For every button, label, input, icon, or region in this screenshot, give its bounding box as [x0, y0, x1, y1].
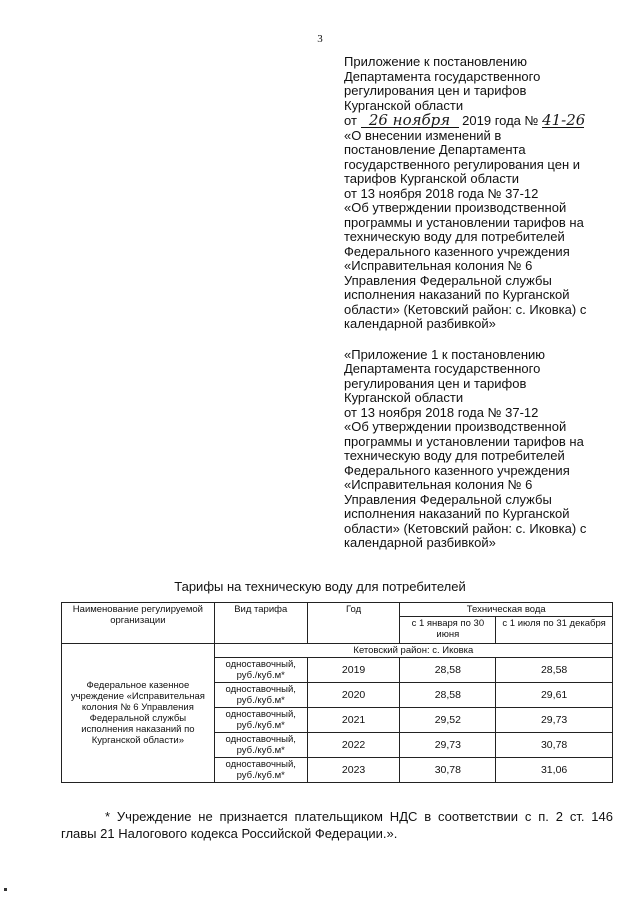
header-line: техническую воду для потребителей: [344, 448, 565, 463]
h2-value-cell: 28,58: [496, 658, 613, 683]
scan-speck: [4, 888, 7, 891]
table-title: Тарифы на техническую воду для потребителей: [174, 579, 466, 594]
tariff-type-cell: одноставочный, руб./куб.м*: [214, 658, 307, 683]
header-line: «Об утверждении производственной: [344, 200, 567, 215]
footnote: [61, 808, 613, 842]
header-line: Департамента государственного: [344, 361, 541, 376]
header-line: «Приложение 1 к постановлению: [344, 346, 546, 362]
col-header-year: Год: [307, 603, 400, 644]
header-line: регулирования цен и тарифов: [344, 375, 527, 391]
h1-value-cell: 30,78: [400, 758, 496, 783]
h1-value-cell: 28,58: [400, 658, 496, 683]
header-line: календарной разбивкой»: [344, 535, 496, 550]
header-line: Приложение к постановлению: [344, 54, 527, 69]
tariff-type-cell: одноставочный, руб./куб.м*: [214, 733, 307, 758]
h2-value-cell: 29,61: [496, 683, 613, 708]
date-prefix: от: [344, 113, 357, 128]
header-line: Департамента государственного: [344, 68, 541, 84]
org-name-cell: Федеральное казенное учреждение «Исправительная колония № 6 Управления Федеральной службы исполнения наказаний по Курганской области»: [62, 644, 215, 783]
header-line: постановление Департамента: [344, 142, 526, 157]
year-cell: 2019: [307, 658, 400, 683]
table-region-row: [62, 644, 613, 658]
header-line: исполнения наказаний по Курганской: [344, 287, 570, 302]
header-line: от 13 ноября 2018 года № 37-12: [344, 185, 539, 201]
header-line: области» (Кетовский район: с. Иковка) с: [344, 520, 587, 536]
page-number: 3: [317, 33, 323, 45]
header-line: «Исправительная колония № 6: [344, 258, 533, 273]
h2-value-cell: 29,73: [496, 708, 613, 733]
region-cell: Кетовский район: с. Иковка: [214, 644, 612, 658]
h1-value-cell: 29,73: [400, 733, 496, 758]
year-cell: 2023: [307, 758, 400, 783]
header-line: «О внесении изменений в: [344, 127, 502, 143]
block-gap: [344, 332, 609, 348]
col-header-type: Вид тарифа: [214, 603, 307, 644]
header-line: «Об утверждении производственной: [344, 419, 567, 434]
year-cell: 2022: [307, 733, 400, 758]
tariff-type-cell: одноставочный, руб./куб.м*: [214, 758, 307, 783]
tariff-type-cell: одноставочный, руб./куб.м*: [214, 683, 307, 708]
table-header-row: [62, 603, 613, 617]
tariff-type-cell: одноставочный, руб./куб.м*: [214, 708, 307, 733]
header-line: тарифов Курганской области: [344, 171, 520, 186]
col-header-h2: с 1 июля по 31 декабря: [496, 617, 613, 644]
header-line: Курганской области: [344, 390, 464, 405]
header-line: Курганской области: [344, 97, 464, 113]
col-header-water: Техническая вода: [400, 603, 613, 617]
h1-value-cell: 28,58: [400, 683, 496, 708]
year-cell: 2021: [307, 708, 400, 733]
date-middle: 2019 года №: [462, 113, 539, 128]
h1-value-cell: 29,52: [400, 708, 496, 733]
footnote-text: * Учреждение не признается плательщиком НДС в соответствии с п. 2 ст. 146 главы 21 Налогового кодекса Российской Федерации.».: [61, 809, 613, 841]
header-line: Управления Федеральной службы: [344, 491, 552, 507]
header-line: техническую воду для потребителей: [344, 229, 565, 244]
tariff-table: [61, 602, 613, 783]
header-line: Федерального казенного учреждения: [344, 243, 570, 259]
header-line: исполнения наказаний по Курганской: [344, 506, 570, 521]
year-cell: 2020: [307, 683, 400, 708]
h2-value-cell: 30,78: [496, 733, 613, 758]
handwritten-date: 26 ноября: [361, 113, 459, 128]
header-line: календарной разбивкой»: [344, 316, 496, 331]
header-line: от 13 ноября 2018 года № 37-12: [344, 404, 539, 420]
header-line: регулирования цен и тарифов: [344, 83, 527, 98]
header-block: [344, 55, 609, 551]
col-header-h1: с 1 января по 30 июня: [400, 617, 496, 644]
header-line: Федерального казенного учреждения: [344, 462, 570, 478]
col-header-org: Наименование регулируемой организации: [62, 603, 215, 644]
h2-value-cell: 31,06: [496, 758, 613, 783]
header-line: государственного регулирования цен и: [344, 156, 581, 172]
header-line: программы и установлении тарифов на: [344, 433, 584, 449]
header-line: области» (Кетовский район: с. Иковка) с: [344, 301, 587, 317]
header-line: программы и установлении тарифов на: [344, 214, 584, 230]
header-line: «Исправительная колония № 6: [344, 477, 533, 492]
handwritten-number: 41-26: [542, 111, 586, 129]
header-line: Управления Федеральной службы: [344, 272, 552, 288]
date-line: [344, 113, 609, 129]
